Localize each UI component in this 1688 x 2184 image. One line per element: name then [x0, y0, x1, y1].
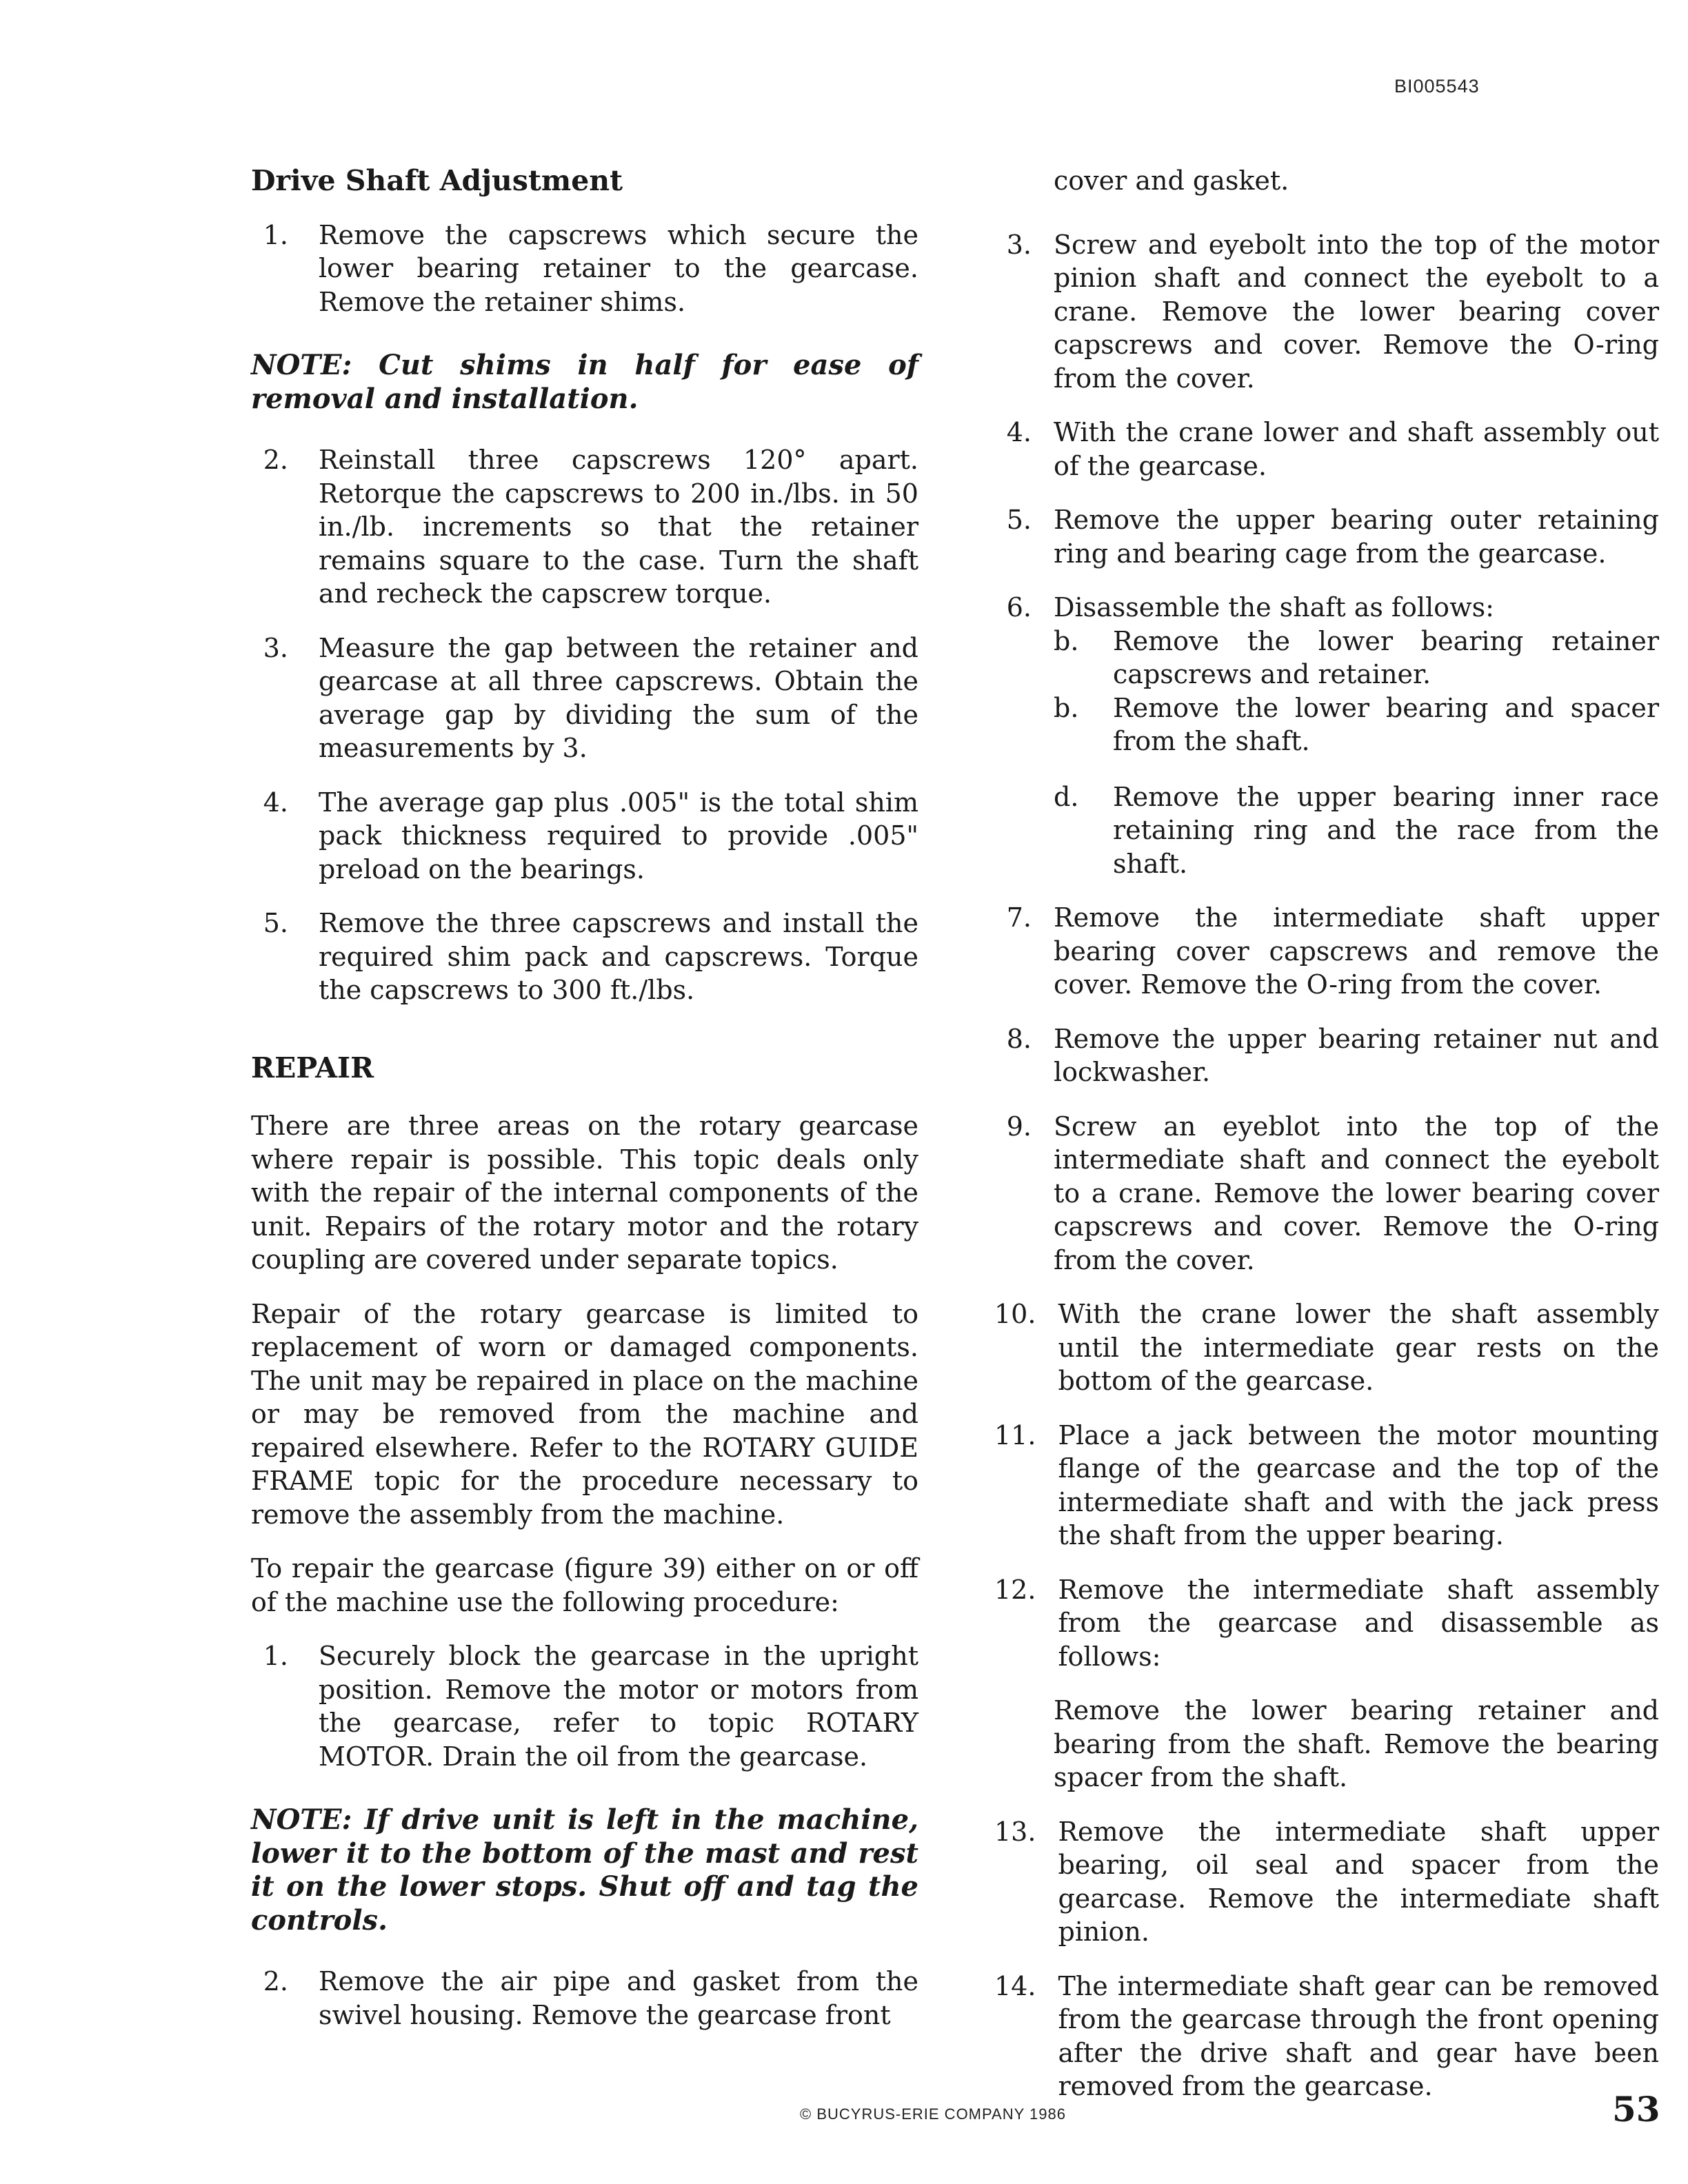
- footer-copyright: © BUCYRUS-ERIE COMPANY 1986: [800, 2105, 1066, 2123]
- step-text: The average gap plus .005" is the total shim pack thickness required to provide .005" preload on the bearings.: [319, 787, 918, 884]
- step-number: 1.: [263, 219, 288, 250]
- repair-step-9: [994, 1110, 1659, 1277]
- adjustment-step-2: [251, 443, 918, 611]
- step-number: 5.: [1006, 505, 1032, 535]
- step-number: 14.: [994, 1970, 1036, 2001]
- step-text: Reinstall three capscrews 120° apart. Retorque the capscrews to 200 in./lbs. in 50 in./lb. increments so that the retainer remains square to the case. Turn the shaft and recheck the capscrew torque.: [319, 445, 918, 609]
- step-text: Remove the air pipe and gasket from the swivel housing. Remove the gearcase front: [319, 1966, 918, 2030]
- section-heading-drive-shaft-adjustment: Drive Shaft Adjustment: [251, 164, 623, 197]
- step-text: Measure the gap between the retainer and gearcase at all three capscrews. Obtain the average gap by dividing the sum of the measurements by 3.: [319, 632, 918, 763]
- adjustment-step-3: [251, 631, 918, 765]
- step-number: 8.: [1006, 1023, 1032, 1054]
- step-number: 9.: [1006, 1111, 1032, 1142]
- step-number: 3.: [263, 632, 288, 663]
- repair-step-1: [251, 1639, 918, 1773]
- step-text: Remove the three capscrews and install the required shim pack and capscrews. Torque the capscrews to 300 ft./lbs.: [319, 908, 918, 1005]
- step-text: Remove the intermediate shaft upper bearing cover capscrews and remove the cover. Remove the O-ring from the cover.: [1054, 902, 1659, 1000]
- step-intro: Disassemble the shaft as follows:: [1054, 592, 1494, 623]
- step-number: 4.: [1006, 417, 1032, 447]
- page-number: 53: [1612, 2089, 1660, 2130]
- repair-step-13: [994, 1815, 1659, 1949]
- step-text: With the crane lower the shaft assembly until the intermediate gear rests on the bottom of the gearcase.: [1058, 1299, 1659, 1396]
- adjustment-step-1: [251, 219, 918, 319]
- step-number: 6.: [1006, 592, 1032, 623]
- repair-step-6: [994, 591, 1659, 880]
- repair-step-3: [994, 228, 1659, 396]
- step-12-detail: Remove the lower bearing retainer and bearing from the shaft. Remove the bearing spacer from the shaft.: [1054, 1695, 1659, 1792]
- step-number: 5.: [263, 908, 288, 938]
- step-number: 2.: [263, 445, 288, 475]
- step-number: 11.: [994, 1419, 1036, 1450]
- step-text: Screw and eyebolt into the top of the motor pinion shaft and connect the eyebolt to a crane. Remove the lower bearing cover capscrews and cover. Remove the O-ring from the cover.: [1054, 229, 1659, 394]
- repair-step-4: [994, 416, 1659, 483]
- step-text: [1054, 591, 1659, 880]
- step-text: Remove the intermediate shaft upper bearing, oil seal and spacer from the gearcase. Remove the intermediate shaft pinion.: [1058, 1816, 1659, 1947]
- left-column: [251, 164, 918, 2052]
- step-text: Remove the intermediate shaft assembly from the gearcase and disassemble as follows:: [1058, 1574, 1659, 1672]
- step-text: Place a jack between the motor mounting flange of the gearcase and the top of the intermediate shaft and with the jack press the shaft from the upper bearing.: [1058, 1419, 1659, 1550]
- step-text: Remove the capscrews which secure the lower bearing retainer to the gearcase. Remove the retainer shims.: [319, 219, 918, 317]
- adjustment-step-5: [251, 907, 918, 1007]
- repair-step-14: [994, 1970, 1659, 2103]
- sub-step-letter: b.: [1054, 692, 1079, 723]
- sub-step-b-1: [1054, 625, 1659, 691]
- repair-step-12: [994, 1573, 1659, 1674]
- repair-step-8: [994, 1022, 1659, 1089]
- repair-paragraph-1: There are three areas on the rotary gearcase where repair is possible. This topic deals only with the repair of the internal components of the unit. Repairs of the rotary motor and the rotary coupling are covered under separate topics.: [251, 1111, 918, 1275]
- sub-step-letter: d.: [1054, 781, 1079, 812]
- repair-paragraph-3: To repair the gearcase (figure 39) either on or off of the machine use the following procedure:: [251, 1553, 918, 1617]
- note-drive-unit: NOTE: If drive unit is left in the machine, lower it to the bottom of the mast and rest it on the lower stops. Shut off and tag the controls.: [251, 1803, 918, 1937]
- step-text: The intermediate shaft gear can be removed from the gearcase through the front opening after the drive shaft and gear have been removed from the gearcase.: [1058, 1970, 1659, 2101]
- repair-step-10: [994, 1297, 1659, 1398]
- continued-text: cover and gasket.: [1054, 165, 1289, 196]
- sub-step-letter: b.: [1054, 625, 1079, 656]
- step-number: 10.: [994, 1299, 1036, 1329]
- repair-step-5: [994, 503, 1659, 570]
- document-id: BI005543: [1394, 76, 1480, 97]
- sub-step-text: Remove the lower bearing retainer capscrews and retainer.: [1113, 625, 1659, 689]
- step-number: 1.: [263, 1641, 288, 1671]
- step-text: Securely block the gearcase in the upright position. Remove the motor or motors from the gearcase, refer to topic ROTARY MOTOR. Drain the oil from the gearcase.: [319, 1641, 918, 1772]
- sub-step-d: [1054, 780, 1659, 881]
- sub-step-b-2: [1054, 691, 1659, 758]
- step-number: 3.: [1006, 229, 1032, 260]
- step-text: Screw an eyeblot into the top of the intermediate shaft and connect the eyebolt to a crane. Remove the lower bearing cover capscrews and cover. Remove the O-ring from the cover.: [1054, 1111, 1659, 1275]
- repair-step-11: [994, 1419, 1659, 1553]
- sub-step-text: Remove the upper bearing inner race retaining ring and the race from the shaft.: [1113, 781, 1659, 879]
- step-number: 12.: [994, 1574, 1036, 1605]
- repair-step-7: [994, 901, 1659, 1002]
- note-cut-shims: NOTE: Cut shims in half for ease of removal and installation.: [251, 349, 918, 415]
- section-heading-repair: REPAIR: [251, 1051, 374, 1084]
- sub-step-text: Remove the lower bearing and spacer from the shaft.: [1113, 692, 1659, 756]
- right-column: [994, 164, 1659, 2124]
- step-number: 7.: [1006, 902, 1032, 933]
- adjustment-step-4: [251, 786, 918, 887]
- step-text: With the crane lower and shaft assembly out of the gearcase.: [1054, 417, 1659, 481]
- repair-paragraph-2: Repair of the rotary gearcase is limited to replacement of worn or damaged components. The unit may be repaired in place on the machine or may be removed from the machine and repaired elsewhere. Refer to the ROTARY GUIDE FRAME topic for the procedure necessary to remove the assembly from the machine.: [251, 1298, 918, 1530]
- step-text: Remove the upper bearing retainer nut and lockwasher.: [1054, 1023, 1659, 1087]
- step-number: 13.: [994, 1816, 1036, 1847]
- step-number: 2.: [263, 1966, 288, 1996]
- step-text: Remove the upper bearing outer retaining ring and bearing cage from the gearcase.: [1054, 505, 1659, 569]
- repair-step-2: [251, 1965, 918, 2032]
- step-number: 4.: [263, 787, 288, 818]
